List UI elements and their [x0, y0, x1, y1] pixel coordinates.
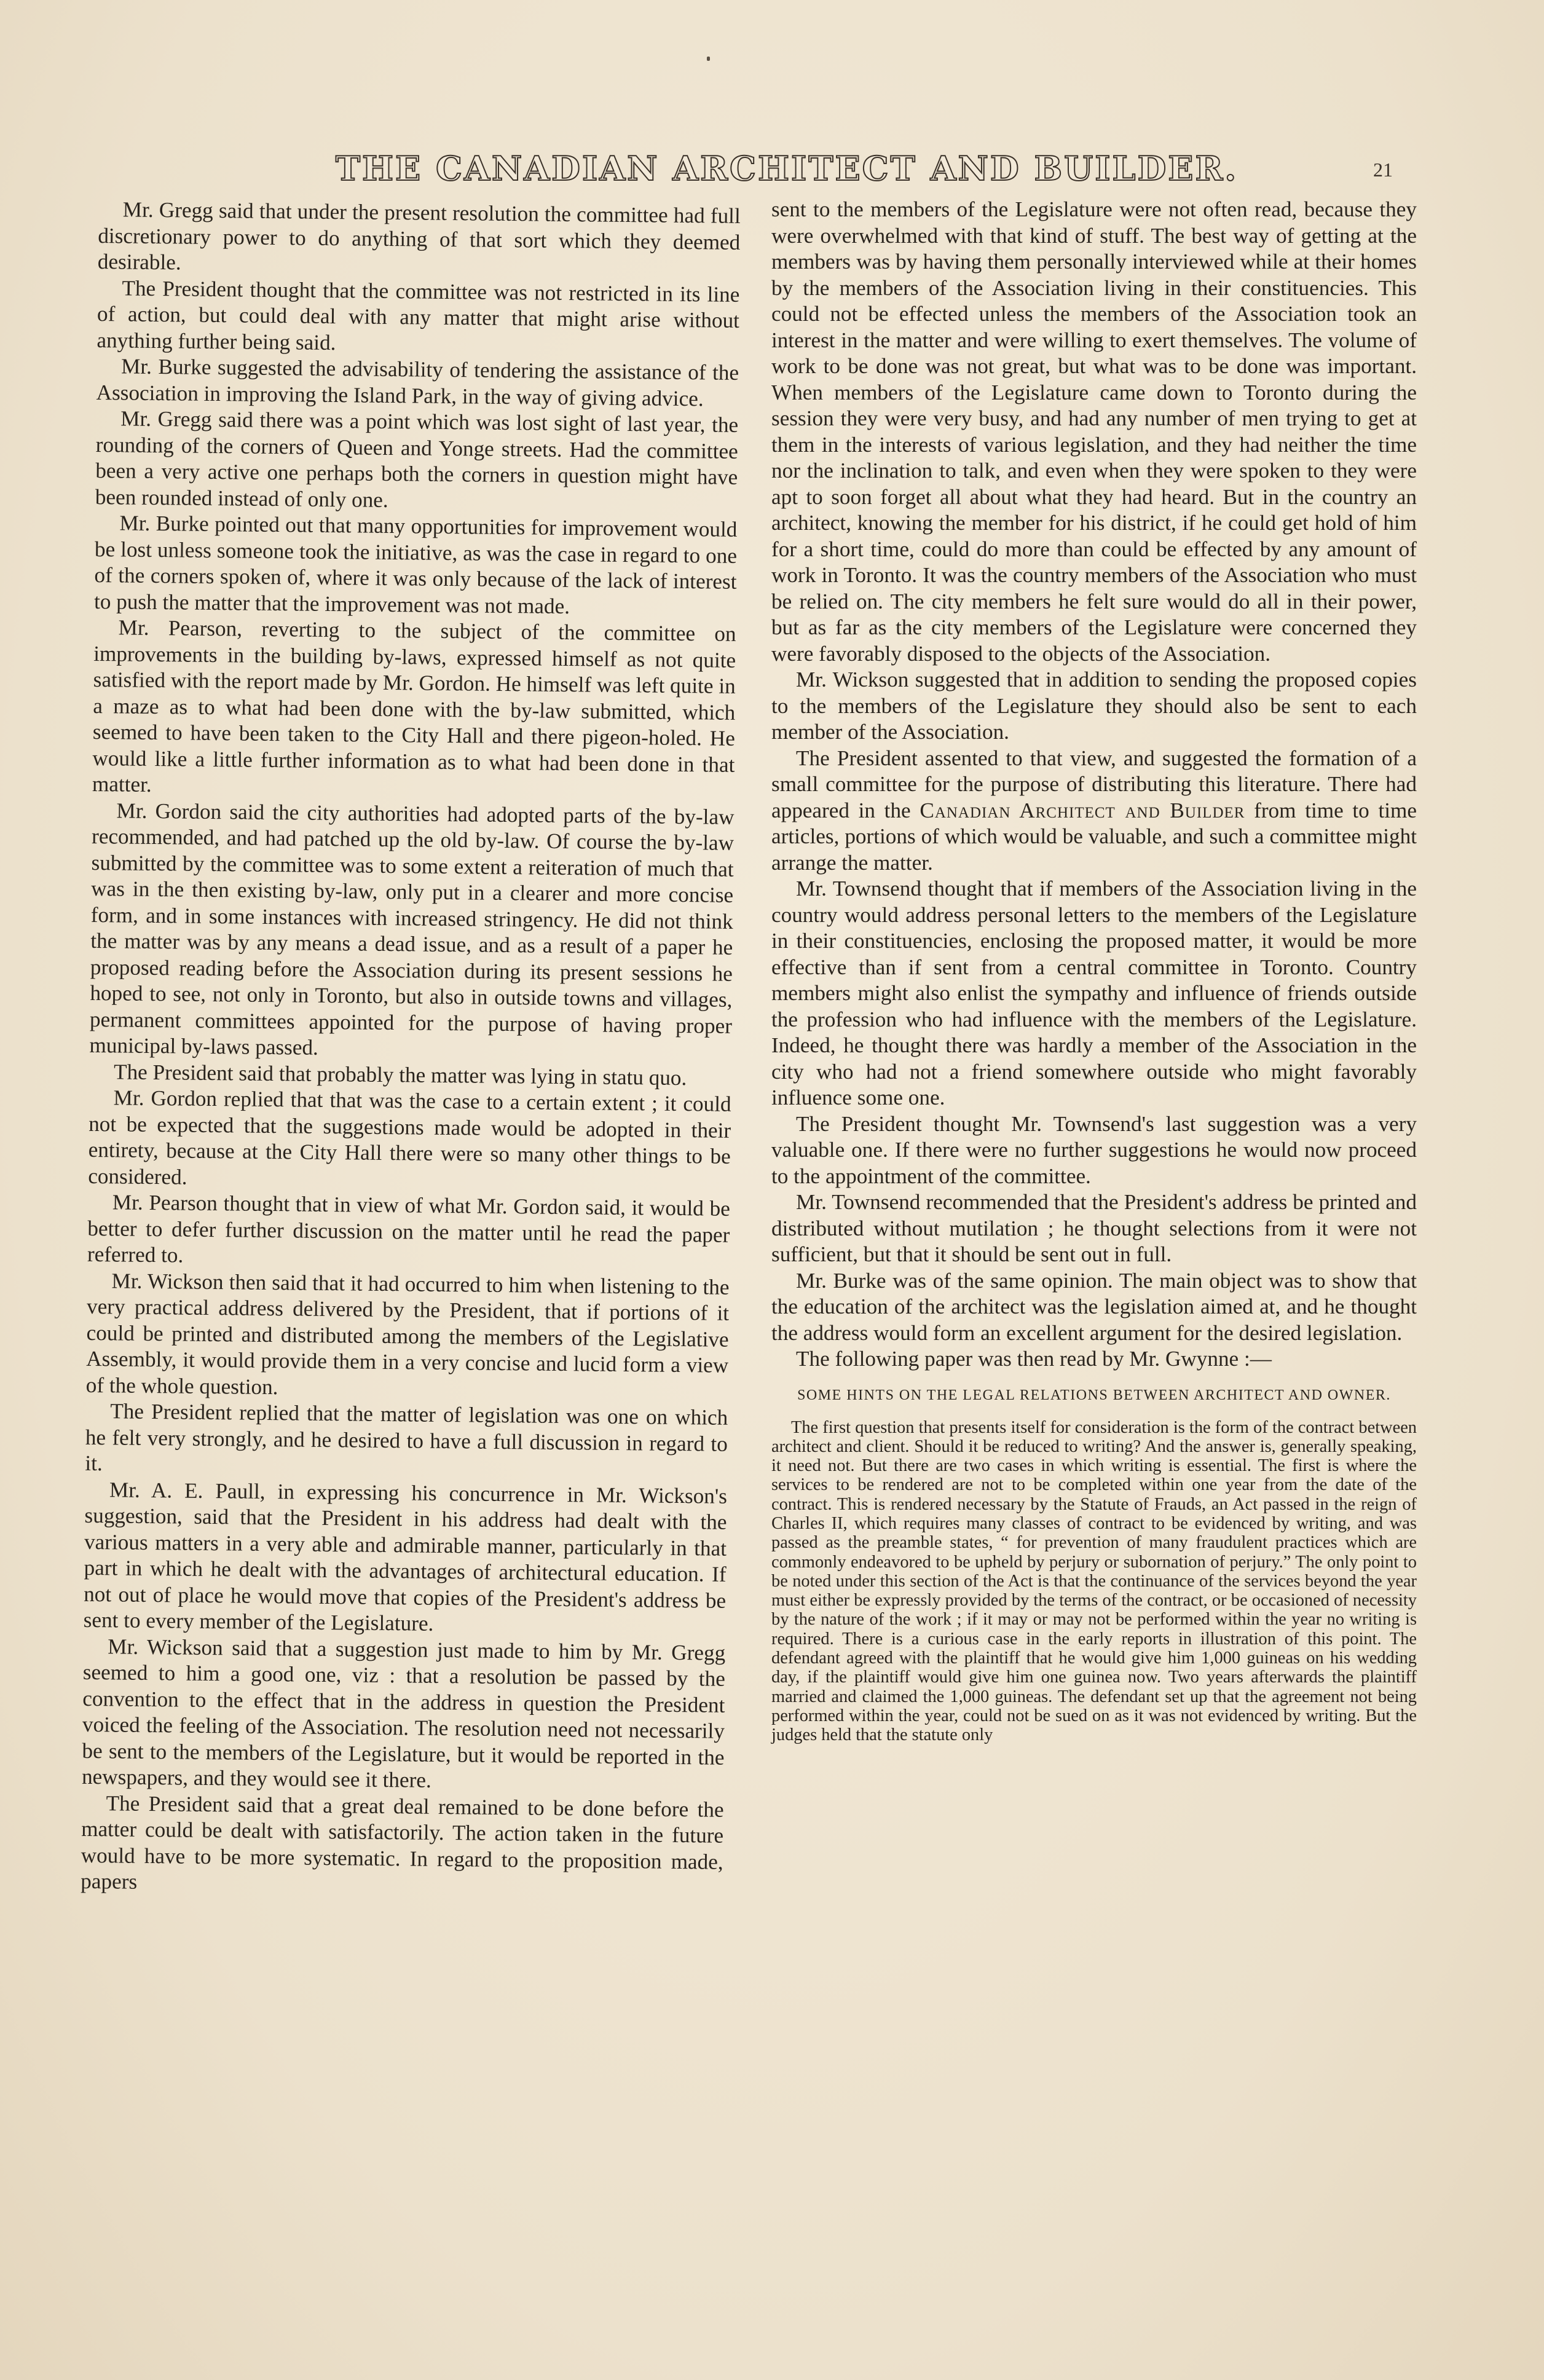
text-run: from time to time articles, portions of which would be valuable, and such a committee might arrange the matter. — [771, 798, 1417, 875]
paragraph: Mr. Burke pointed out that many opportunities for improvement would be lost unless someone took the initiative, as was the case in regard to one of the corners spoken of, where it was only because of the lack of interest to push the matter that the improvement was not made. — [93, 511, 738, 618]
paragraph: Mr. Wickson said that a suggestion just made to him by Mr. Gregg seemed to him a good one, viz : that a resolution be passed by the convention to the effect that in the address in question the President voiced the feeling of the Association. The resolution need not necessarily be sent to the members of the Legislature, but it would be reported in the newspapers, and they would see it there. — [81, 1634, 726, 1792]
paragraph — [771, 746, 1417, 877]
paragraph: Mr. Burke was of the same opinion. The main object was to show that the education of the architect was the legislation aimed at, and he thought the address would form an excellent argument for the desired legislation. — [771, 1268, 1417, 1345]
paragraph: The President said that a great deal remained to be done before the matter could be dealt with satisfactorily. The action taken in the future would have to be more systematic. In regard to the proposition made, papers — [81, 1791, 724, 1894]
text-run: The President assented to that view, and suggested the formation of a small committee for the purpose of distributing this literature. There had appeared in the — [771, 746, 1417, 822]
paper-body — [771, 1418, 1417, 1745]
paragraph: The President said that probably the matter was lying in statu quo. — [113, 1059, 687, 1090]
paper-heading: SOME HINTS ON THE LEGAL RELATIONS BETWEEN ARCHITECT AND OWNER. — [797, 1387, 1391, 1403]
paragraph: Mr. Wickson suggested that in addition to sending the proposed copies to the members of the Legislature they should also be sent to each member of the Association. — [771, 668, 1417, 744]
paragraph: Mr. Gordon said the city authorities had adopted parts of the by-law recommended, and had patched up the old by-law. Of course the by-law submitted by the committee was to some extent a reiteration of much that was in the then existing by-law, only put in a clearer and more concise form, and in some instances with increased stringency. He did not think the matter was by any means a dead issue, and as a result of a paper he proposed reading before the Association during its present sessions he hoped to see, not only in Toronto, but also in outside towns and villages, permanent committees appointed for the purpose of having proper municipal by-laws passed. — [89, 798, 735, 1060]
ink-speck — [707, 57, 710, 61]
paragraph: Mr. Townsend recommended that the President's address be printed and distributed without mutilation ; he thought selections from it were not sufficient, but that it should be sent out in full. — [771, 1190, 1417, 1266]
paragraph: Mr. Townsend thought that if members of the Association living in the country would address personal letters to the members of the Legislature in their constituencies, enclosing the proposed matter, it would be more effective than if sent from a central committee in Toronto. Country members might also enlist the sympathy and influence of friends outside the profession who had influence with the members of the Legislature. Indeed, he thought there was hardly a member of the Association in the city who had not a friend somewhere outside who might favorably influence some one. — [771, 877, 1417, 1109]
paragraph: Mr. Gordon replied that that was the case to a certain extent ; it could not be expected that the suggestions made would be adopted in their entirety, because at the City Hall there were so many other things to be considered. — [88, 1086, 731, 1189]
paragraph: The following paper was then read by Mr. Gwynne :— — [796, 1347, 1272, 1371]
page-number: 21 — [1373, 159, 1393, 181]
paragraph: Mr. Pearson thought that in view of what Mr. Gordon said, it would be better to defer further discussion on the matter until he read the paper referred to. — [87, 1190, 731, 1267]
paragraph: The President thought that the committee was not restricted in its line of action, but could deal with any matter that might arise without anything further being said. — [96, 275, 740, 355]
paragraph: Mr. A. E. Paull, in expressing his concurrence in Mr. Wickson's suggestion, said that the President in his address had dealt with the various matters in a very able and admirable manner, particularly in that part in which he dealt with the advantages of architectural education. If not out of place he would move that copies of the President's address be sent to every member of the Legislature. — [83, 1477, 728, 1636]
paragraph: Mr. Gregg said there was a point which was lost sight of last year, the rounding of the corners of Queen and Yonge streets. Had the committee been a very active one perhaps both the corners in question might have been rounded instead of only one. — [95, 406, 739, 512]
running-head: THE CANADIAN ARCHITECT AND BUILDER. — [335, 149, 1239, 188]
paragraph: The first question that presents itself for consideration is the form of the contract between architect and client. Should it be reduced to writing? And the answer is, generally speaking, it need not. But there are two cases in which writing is essential. The first is where the services to be rendered are not to be completed within one year from the date of the contract. This is rendered necessary by the Statute of Frauds, an Act passed in the reign of Charles II, which requires many classes of contract to be evidenced by writing, and was passed as the preamble states, “ for prevention of many fraudulent practices which are commonly endeavored to be upheld by perjury or subornation of perjury.” The only point to be noted under this section of the Act is that the continuance of the services beyond the year must either be expressly provided by the terms of the contract, or be occasioned of necessity by the nature of the work ; if it may or may not be performed within the year no writing is required. There is a curious case in the early reports in illustration of this point. The defendant agreed with the plaintiff that he would give him 1,000 guineas on his wedding day, if the plaintiff would give him one guinea now. Two years afterwards the plaintiff married and claimed the 1,000 guineas. The defendant set up that the agreement not being performed within the year, could not be sued on as it was not evidenced by writing. But the judges held that the statute only — [771, 1417, 1417, 1745]
paragraph: sent to the members of the Legislature were not often read, because they were overwhelmed with that kind of stuff. The best way of getting at the members was by having them personally interviewed while at their homes by the members of the Association living in their constituencies. This could not be effected unless the members of the Association took an interest in the matter and were willing to exert themselves. The volume of work to be done was not great, but what was to be done was important. When members of the Legislature came down to Toronto during the session they were very busy, and had any number of men trying to get at them in the interests of various legislation, and they had neither the time nor the inclination to talk, and even when they were spoken to they were apt to soon forget all about what they had heard. But in the country an architect, knowing the member for his district, if he could get hold of him for a short time, could do more than could be effected by any amount of work in Toronto. It was the country members of the Association who must be relied on. The city members he felt sure would do all in their power, but as far as the city members of the Legislature were concerned they were favorably disposed to the objects of the Association. — [771, 197, 1417, 666]
paragraph: Mr. Gregg said that under the present resolution the committee had full discretionary power to do anything of that sort which they deemed desirable. — [97, 197, 741, 275]
left-column — [81, 197, 741, 1901]
paragraph: The President thought Mr. Townsend's last suggestion was a very valuable one. If there were no further suggestions he would now proceed to the appointment of the committee. — [771, 1111, 1417, 1188]
journal-name: Canadian Architect and Builder — [920, 798, 1245, 822]
paragraph: Mr. Burke suggested the advisability of tendering the assistance of the Association in improving the Island Park, in the way of giving advice. — [96, 354, 739, 411]
paragraph: Mr. Pearson, reverting to the subject of the committee on improvements in the building by-laws, expressed himself as not quite satisfied with the report made by Mr. Gordon. He himself was left quite in a maze as to what had been done with the by-law submitted, which seemed to have been taken to the City Hall and there pigeon-holed. He would like a little further information as to what had been done in that matter. — [92, 615, 736, 797]
right-column — [771, 197, 1417, 1745]
paragraph: Mr. Wickson then said that it had occurred to him when listening to the very practical address delivered by the President, that if portions of it could be printed and distributed among the members of the Legislative Assembly, it would provide them in a very concise and lucid form a view of the whole question. — [85, 1268, 730, 1399]
paragraph: The President replied that the matter of legislation was one on which he felt very strongly, and he desired to have a full discussion in regard to it. — [85, 1399, 728, 1476]
